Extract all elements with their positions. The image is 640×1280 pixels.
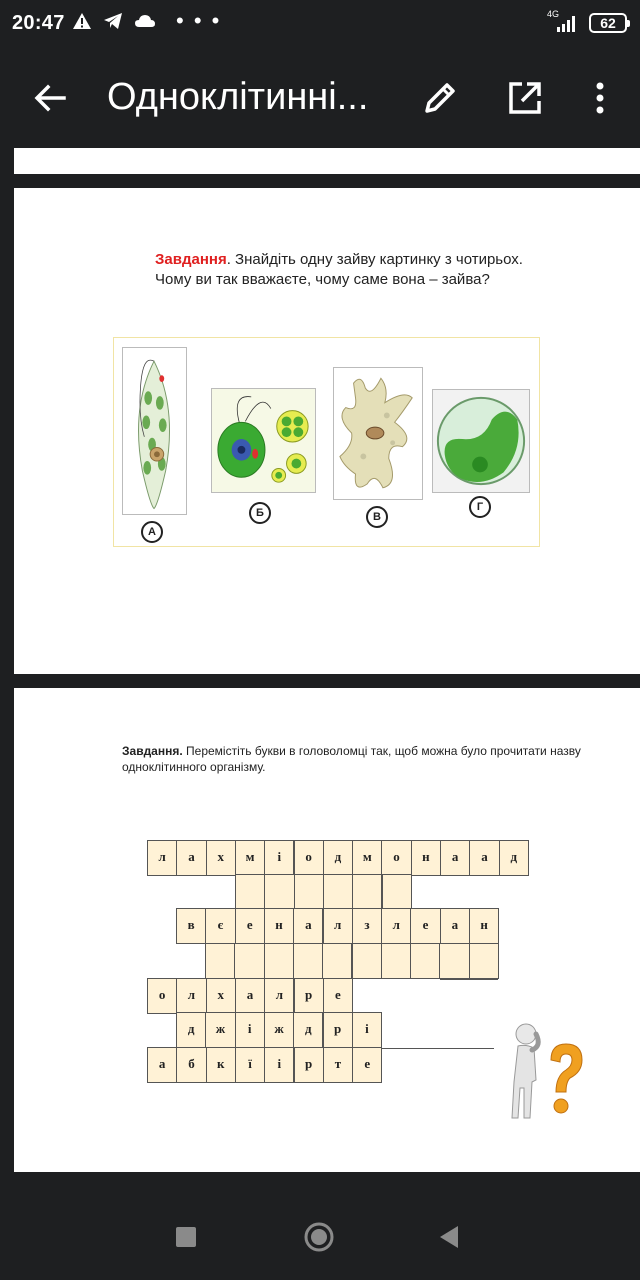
label-g: Г (469, 496, 491, 518)
puzzle-cell: л (323, 908, 353, 944)
puzzle-cell: і (352, 1012, 382, 1048)
slide-page-2 (14, 688, 640, 1172)
puzzle-cell: е (352, 1047, 382, 1083)
label-v: В (366, 506, 388, 528)
puzzle-cell: а (235, 978, 265, 1014)
label-b: Б (249, 502, 271, 524)
puzzle-cell: ї (235, 1047, 265, 1083)
puzzle-cell: і (235, 1012, 265, 1048)
status-bar (0, 0, 640, 48)
puzzle-cell (352, 874, 382, 910)
warning-icon (72, 12, 92, 30)
task-2-body: Перемістіть букви в головоломці так, щоб можна було прочитати назву одноклітинного організму. (122, 744, 581, 774)
puzzle-cell (439, 943, 469, 979)
euglena-image (122, 347, 187, 515)
status-icons (72, 12, 156, 35)
puzzle-cell (294, 874, 324, 910)
puzzle-cell (323, 874, 353, 910)
telegram-icon (103, 12, 123, 30)
puzzle-cell: о (294, 840, 324, 876)
puzzle-cell: х (206, 840, 236, 876)
puzzle-cell: м (235, 840, 265, 876)
puzzle-cell: а (440, 908, 470, 944)
puzzle-line-1 (440, 979, 498, 980)
status-more: • • • (176, 8, 222, 33)
puzzle-cell (322, 943, 352, 979)
puzzle-cell: д (293, 1012, 323, 1048)
task-2-text (122, 743, 592, 775)
label-a: А (141, 521, 163, 543)
puzzle-cell: в (176, 908, 206, 944)
back-triangle-icon[interactable] (438, 1225, 460, 1249)
puzzle-cell: р (294, 1047, 324, 1083)
previous-page-strip (14, 148, 640, 174)
puzzle-cell: о (381, 840, 411, 876)
task-2-label: Завдання. (122, 744, 183, 758)
puzzle-cell: а (176, 840, 206, 876)
puzzle-cell: і (264, 1047, 294, 1083)
puzzle-cell: х (206, 978, 236, 1014)
puzzle-cell: б (176, 1047, 206, 1083)
puzzle-cell (382, 874, 412, 910)
slide-page-1 (14, 188, 640, 674)
puzzle-cell: к (206, 1047, 236, 1083)
puzzle-cell: л (147, 840, 177, 876)
open-external-icon[interactable] (505, 78, 545, 118)
puzzle-cell: з (352, 908, 382, 944)
puzzle-cell: р (323, 1012, 353, 1048)
puzzle-cell: є (205, 908, 235, 944)
puzzle-cell: л (176, 978, 206, 1014)
puzzle-cell: а (293, 908, 323, 944)
puzzle-cell (235, 874, 265, 910)
puzzle-cell (234, 943, 264, 979)
task-1-text (155, 250, 523, 290)
cloud-icon (134, 12, 156, 30)
puzzle-cell: д (323, 840, 353, 876)
chlorella-image (432, 389, 530, 493)
amoeba-image (333, 367, 423, 500)
signal-icon (557, 14, 579, 32)
puzzle-cell: а (469, 840, 499, 876)
task-1-line-1: . Знайдіть одну зайву картинку з чотирьох. (226, 251, 523, 268)
back-arrow-icon[interactable] (30, 78, 70, 118)
recents-square-icon[interactable] (175, 1226, 197, 1248)
puzzle-cell (205, 943, 235, 979)
puzzle-cell: е (323, 978, 353, 1014)
task-1-line-2: Чому ви так вважаєте, чому саме вона – зайва? (155, 271, 490, 288)
task-1-label: Завдання (155, 251, 227, 268)
puzzle-cell (381, 943, 411, 979)
puzzle-cell (410, 943, 440, 979)
puzzle-cell: н (469, 908, 499, 944)
puzzle-cell (264, 943, 294, 979)
puzzle-cell: і (264, 840, 294, 876)
puzzle-cell: е (410, 908, 440, 944)
organisms-image-panel (113, 337, 540, 547)
puzzle-cell: р (294, 978, 324, 1014)
puzzle-cell: л (381, 908, 411, 944)
puzzle-cell: л (264, 978, 294, 1014)
puzzle-cell: е (235, 908, 265, 944)
puzzle-cell: о (147, 978, 177, 1014)
network-type: 4G (547, 9, 560, 19)
puzzle-cell (293, 943, 323, 979)
system-nav-bar (0, 1194, 640, 1280)
puzzle-cell: н (411, 840, 441, 876)
puzzle-cell: т (323, 1047, 353, 1083)
puzzle-cell: а (440, 840, 470, 876)
app-bar (0, 48, 640, 148)
puzzle-cell (264, 874, 294, 910)
puzzle-cell: а (147, 1047, 177, 1083)
puzzle-cell: н (264, 908, 294, 944)
thinker-question-image (496, 1018, 590, 1130)
puzzle-cell: ж (205, 1012, 235, 1048)
document-title: Одноклітинні... (107, 76, 369, 118)
puzzle-line-2 (381, 1048, 494, 1049)
chlamydomonas-image (211, 388, 316, 493)
home-circle-icon[interactable] (303, 1221, 335, 1253)
puzzle-cell (352, 943, 382, 979)
battery-icon: 62 (589, 13, 627, 33)
puzzle-cell: м (352, 840, 382, 876)
edit-pencil-icon[interactable] (420, 78, 460, 118)
status-time: 20:47 (12, 12, 65, 34)
puzzle-cell: д (176, 1012, 206, 1048)
more-vertical-icon[interactable] (585, 78, 615, 118)
puzzle-cell: д (499, 840, 529, 876)
puzzle-cell (469, 943, 499, 979)
puzzle-cell: ж (264, 1012, 294, 1048)
